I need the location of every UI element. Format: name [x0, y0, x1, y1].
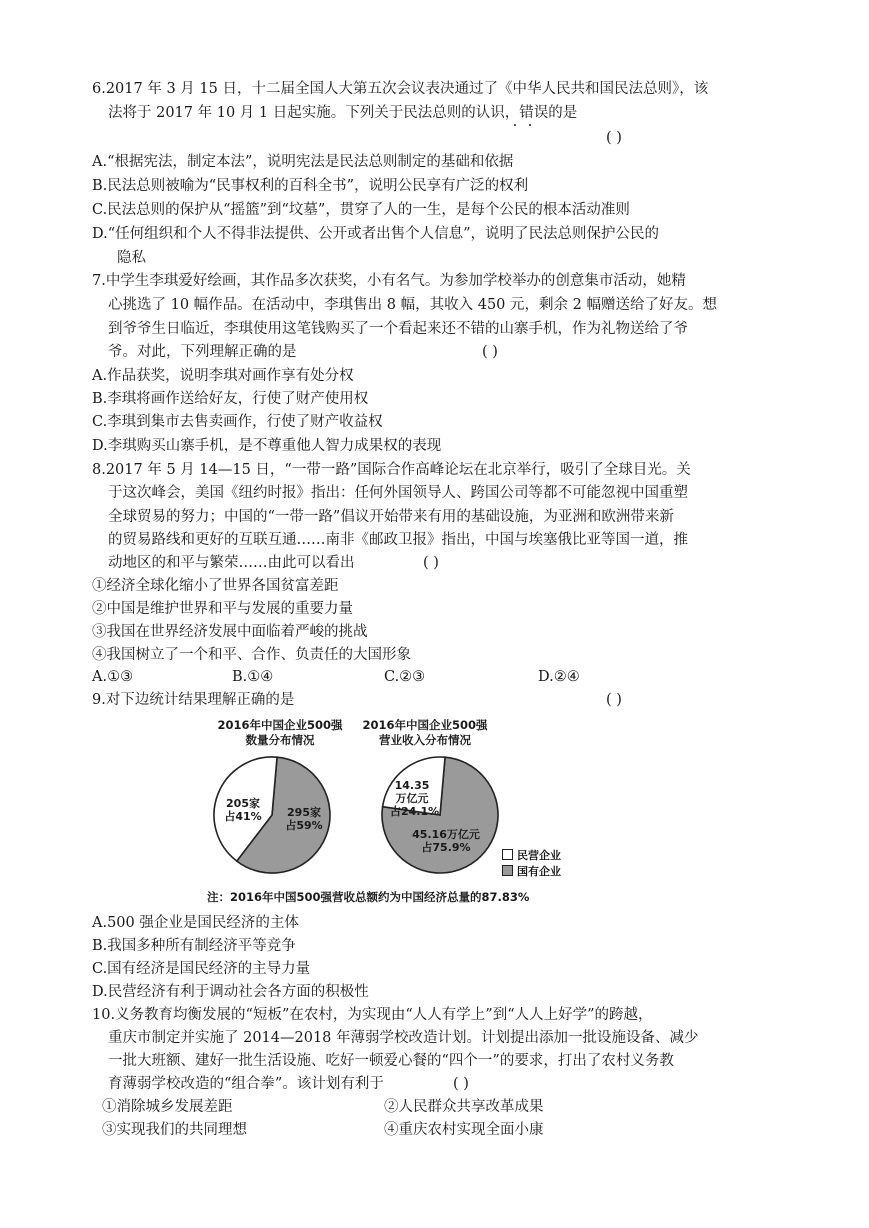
q8-stem-line5: 动地区的和平与繁荣……由此可以看出 — [108, 555, 355, 571]
q8-statement-1: ①经济全球化缩小了世界各国贫富差距 — [92, 578, 339, 594]
legend-item-state: 国有企业 — [502, 864, 561, 880]
emphasis-dot — [514, 124, 516, 126]
q10-stem-line4: 育薄弱学校改造的“组合拳”。该计划有利于 — [108, 1076, 384, 1092]
q9-option-b: B.我国多种所有制经济平等竞争 — [92, 938, 296, 954]
q8-stem-line1: 8.2017 年 5 月 14—15 日，“一带一路”国际合作高峰论坛在北京举行，吸引了全球目光。关 — [92, 462, 691, 478]
q7-stem-line3: 到爷爷生日临近，李琪使用这笔钱购买了一个看起来还不错的山寨手机，作为礼物送给了爷 — [108, 321, 688, 337]
q6-option-d-line1: D.“任何组织和个人不得非法提供、公开或者出售个人信息”，说明了民法总则保护公民的 — [92, 226, 660, 242]
emphasis-dot — [529, 124, 531, 126]
q7-stem-line4: 爷。对此，下列理解正确的是 — [108, 344, 297, 360]
q9-answer-blank: ( ) — [606, 692, 622, 708]
right-private-label: 14.35 万亿元 占24.1% — [390, 779, 440, 818]
q10-statement-4: ④重庆农村实现全面小康 — [384, 1122, 544, 1138]
q8-stem-line4: 的贸易路线和更好的互联互通……南非《邮政卫报》指出，中国与埃塞俄比亚等国一道，推 — [108, 532, 688, 548]
q9-option-d: D.民营经济有利于调动社会各方面的积极性 — [92, 984, 369, 1000]
q10-statement-3: ③实现我们的共同理想 — [102, 1122, 247, 1138]
q8-statement-3: ③我国在世界经济发展中面临着严峻的挑战 — [92, 624, 368, 640]
figure-note: 注：2016年中国500强营收总额约为中国经济总量的87.83% — [207, 890, 530, 904]
left-chart-title: 2016年中国企业500强 数量分布情况 — [217, 718, 343, 747]
q6-answer-blank: ( ) — [606, 130, 622, 146]
q9-stem: 9.对下边统计结果理解正确的是 — [92, 692, 295, 708]
q9-option-a: A.500 强企业是国民经济的主体 — [92, 915, 299, 931]
q10-statement-2: ②人民群众共享改革成果 — [384, 1099, 544, 1115]
q10-stem-line2: 重庆市制定并实施了 2014—2018 年薄弱学校改造计划。计划提出添加一批设施设备、减少 — [108, 1030, 699, 1046]
q6-option-d-line2: 隐私 — [117, 250, 146, 266]
q6-option-a: A.“根据宪法，制定本法”，说明宪法是民法总则制定的基础和依据 — [92, 154, 514, 170]
legend-swatch-private — [502, 849, 513, 860]
q7-option-d: D.李琪购买山寨手机，是不尊重他人智力成果权的表现 — [92, 438, 442, 454]
q7-option-a: A.作品获奖，说明李琪对画作享有处分权 — [92, 368, 354, 384]
q8-option-c: C.②③ — [384, 669, 426, 685]
q6-stem-line2: 法将于 2017 年 10 月 1 日起实施。下列关于民法总则的认识，错误的是 — [108, 105, 578, 121]
q8-stem-line3: 全球贸易的努力；中国的“一带一路”倡议开始带来有用的基础设施，为亚洲和欧洲带来新 — [108, 509, 674, 525]
q7-option-c: C.李琪到集市去售卖画作，行使了财产收益权 — [92, 414, 383, 430]
q10-stem-line3: 一批大班额、建好一批生活设施、吃好一顿爱心餐的“四个一”的要求，打出了农村义务教 — [108, 1053, 674, 1069]
q9-option-c: C.国有经济是国民经济的主导力量 — [92, 961, 311, 977]
q7-stem-line2: 心挑选了 10 幅作品。在活动中，李琪售出 8 幅，其收入 450 元，剩余 2 幅赠送给了好友。想 — [108, 297, 717, 313]
enterprise-500-figure — [207, 714, 590, 914]
q10-statement-1: ①消除城乡发展差距 — [102, 1099, 233, 1115]
q7-answer-blank: ( ) — [482, 344, 498, 360]
q6-stem-line1: 6.2017 年 3 月 15 日，十二届全国人大第五次会议表决通过了《中华人民共和国民法总则》，该 — [92, 81, 709, 97]
legend — [502, 848, 561, 880]
q8-option-d: D.②④ — [538, 669, 580, 685]
q8-option-b: B.①④ — [232, 669, 274, 685]
q10-answer-blank: ( ) — [453, 1076, 469, 1092]
q6-option-c: C.民法总则的保护从“摇篮”到“坟墓”，贯穿了人的一生，是每个公民的根本活动准则 — [92, 202, 630, 218]
q8-stem-line2: 于这次峰会，美国《纽约时报》指出：任何外国领导人、跨国公司等都不可能忽视中国重塑 — [108, 485, 688, 501]
left-state-label: 295家 占59% — [285, 806, 323, 832]
legend-item-private: 民营企业 — [502, 848, 561, 864]
legend-swatch-state — [502, 865, 513, 876]
q6-option-b: B.民法总则被喻为“民事权利的百科全书”，说明公民享有广泛的权利 — [92, 178, 529, 194]
left-private-label: 205家 占41% — [224, 797, 262, 823]
right-state-label: 45.16万亿元 占75.9% — [412, 828, 480, 854]
q8-answer-blank: ( ) — [423, 555, 439, 571]
q8-statement-2: ②中国是维护世界和平与发展的重要力量 — [92, 601, 353, 617]
q7-stem-line1: 7.中学生李琪爱好绘画，其作品多次获奖，小有名气。为参加学校举办的创意集市活动，她精 — [92, 273, 686, 289]
q8-statement-4: ④我国树立了一个和平、合作、负责任的大国形象 — [92, 647, 411, 663]
q8-option-a: A.①③ — [92, 669, 134, 685]
right-chart-title: 2016年中国企业500强 营业收入分布情况 — [362, 718, 488, 747]
q7-option-b: B.李琪将画作送给好友，行使了财产使用权 — [92, 391, 369, 407]
q10-stem-line1: 10.义务教育均衡发展的“短板”在农村，为实现由“人人有学上”到“人人上好学”的跨越， — [92, 1007, 653, 1023]
